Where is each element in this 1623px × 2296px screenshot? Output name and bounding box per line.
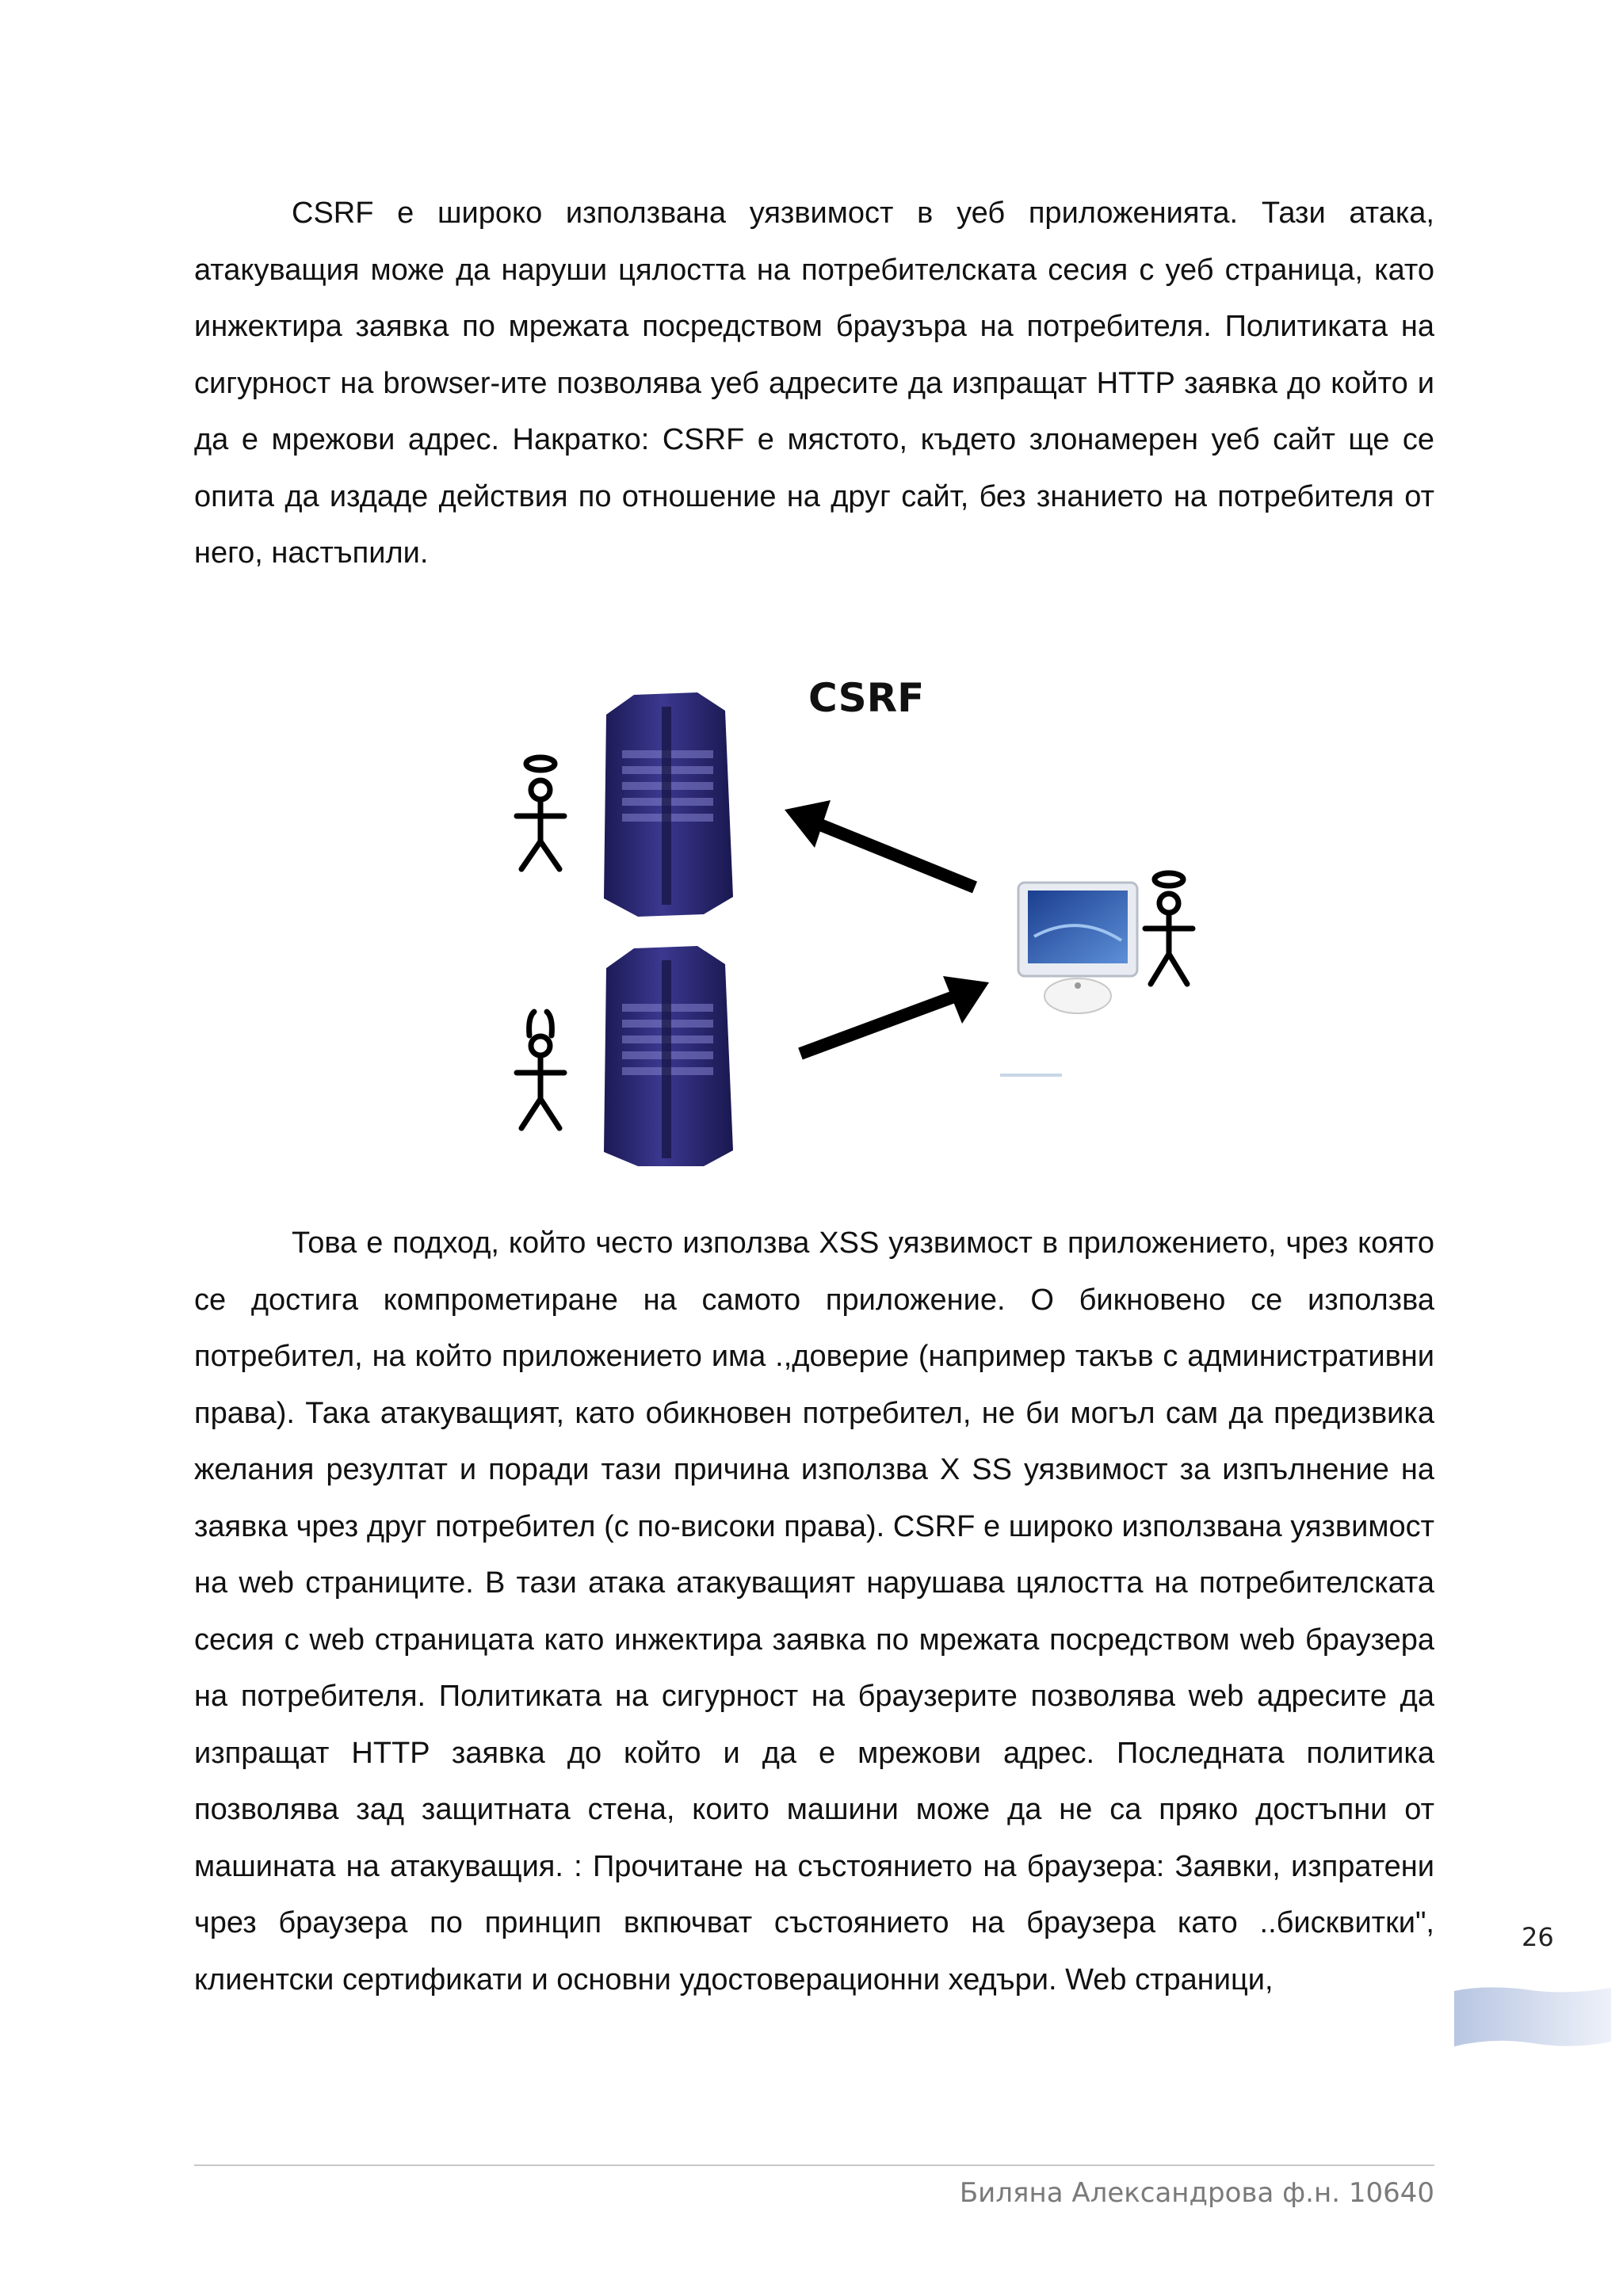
footer-author: Биляна Александрова ф.н. 10640 xyxy=(959,2177,1434,2209)
csrf-diagram-graphic xyxy=(507,675,1220,1166)
footer-divider xyxy=(194,2164,1434,2166)
server-icon-bottom xyxy=(604,946,733,1166)
figure-title: CSRF xyxy=(808,675,925,721)
user-devil-icon xyxy=(517,1012,564,1128)
csrf-diagram xyxy=(507,675,1220,1166)
page-number: 26 xyxy=(1522,1922,1554,1952)
paragraph-2: Това е подход, който често използва XSS уязвимост в приложението, чрез която се достига компрометиране на самото приложение. О бикновено се използва потребител, на който приложението има .,доверие (например такъв с административни права). Така атакуващият, като обикновен потребител, не би могъл сам да предизвика желания резултат и поради тази причина използва X SS уязвимост за изпълнение на заявка чрез друг потребител (с по-високи права). CSRF е широко използвана уязвимост на web страниците. В тази атака атакуващият нарушава цялостта на потребителската сесия с web страницата като инжектира заявка по мрежата посредством web браузера на потребителя. Политиката на сигурност на браузерите позволява web адресите да изпращат HTTP заявка до който и да е мрежови адрес. Последната политика позволява зад защитната стена, които машини може да не са пряко достъпни от машината на атакуващия. : Прочитане на състоянието на браузера: Заявки, изпратени чрез браузера по принцип вкпючват състоянието на браузера като ..бисквитки", клиентски сертификати и основни удостоверационни хедъри. Web страници, xyxy=(194,1226,1434,1997)
arrow-to-computer xyxy=(800,976,989,1054)
user-angel-icon-top xyxy=(517,757,564,869)
computer-icon xyxy=(1000,883,1137,1075)
user-angel-icon-right xyxy=(1145,873,1193,984)
paragraph-1: CSRF е широко използвана уязвимост в уеб приложенията. Тази атака, атакуващия може да наруши цялостта на потребителската сесия с уеб страница, като инжектира заявка по мрежата посредством браузъра на потребителя. Политиката на сигурност на browser-ите позволява уеб адресите да изпращат HTTP заявка до който и да е мрежови адрес. Накратко: CSRF е мястото, където злонамерен уеб сайт ще се опита да издаде действия по отношение на друг сайт, без знанието на потребителя от него, настъпили. xyxy=(194,196,1434,570)
page-tab-decoration-icon xyxy=(1454,1985,1611,2050)
server-icon-top xyxy=(604,692,733,917)
arrow-to-top-server xyxy=(785,800,975,887)
